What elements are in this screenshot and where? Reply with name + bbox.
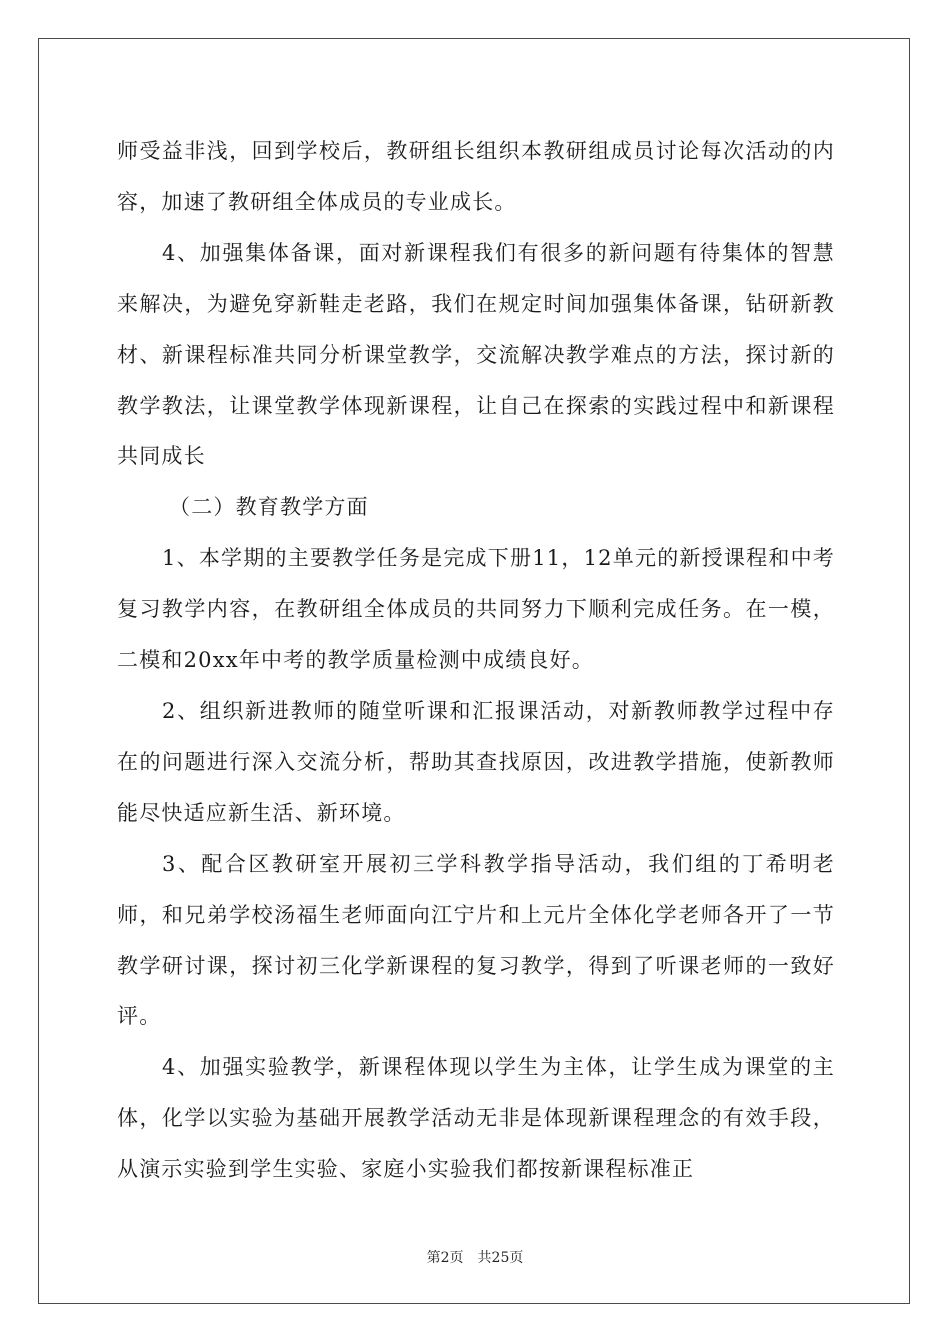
paragraph-new-teachers: 2、组织新进教师的随堂听课和汇报课活动，对新教师教学过程中存在的问题进行深入交流分析，帮助其查找原因，改进教学措施，使新教师能尽快适应新生活、新环境。 bbox=[117, 698, 835, 825]
paragraph-teaching-tasks: 1、本学期的主要教学任务是完成下册11，12单元的新授课程和中考复习教学内容，在教研组全体成员的共同努力下顺利完成任务。在一模，二模和20xx年中考的教学质量检测中成绩良好。 bbox=[117, 546, 835, 673]
paragraph-collective-lesson-prep: 4、加强集体备课，面对新课程我们有很多的新问题有待集体的智慧来解决，为避免穿新鞋走老路，我们在规定时间加强集体备课，钻研新教材、新课程标准共同分析课堂教学，交流解决教学难点的方法，探讨新的教学教法，让课堂教学体现新课程，让自己在探索的实践过程中和新课程共同成长 bbox=[117, 240, 835, 469]
paragraph-experiment-teaching: 4、加强实验教学，新课程体现以学生为主体，让学生成为课堂的主体，化学以实验为基础开展教学活动无非是体现新课程理念的有效手段，从演示实验到学生实验、家庭小实验我们都按新课程标准正 bbox=[117, 1055, 835, 1182]
paragraph-district-activity: 3、配合区教研室开展初三学科教学指导活动，我们组的丁希明老师，和兄弟学校汤福生老师面向江宁片和上元片全体化学老师各开了一节教学研讨课，探讨初三化学新课程的复习教学，得到了听课老师的一致好评。 bbox=[117, 851, 835, 1029]
document-body bbox=[117, 126, 835, 1195]
page-footer bbox=[0, 1247, 950, 1267]
section-heading: （二）教育教学方面 bbox=[169, 495, 369, 520]
page-total: 共25页 bbox=[477, 1250, 524, 1266]
paragraph-continuation: 师受益非浅，回到学校后，教研组长组织本教研组成员讨论每次活动的内容，加速了教研组全体成员的专业成长。 bbox=[117, 139, 835, 214]
page-number: 第2页 bbox=[426, 1250, 464, 1266]
